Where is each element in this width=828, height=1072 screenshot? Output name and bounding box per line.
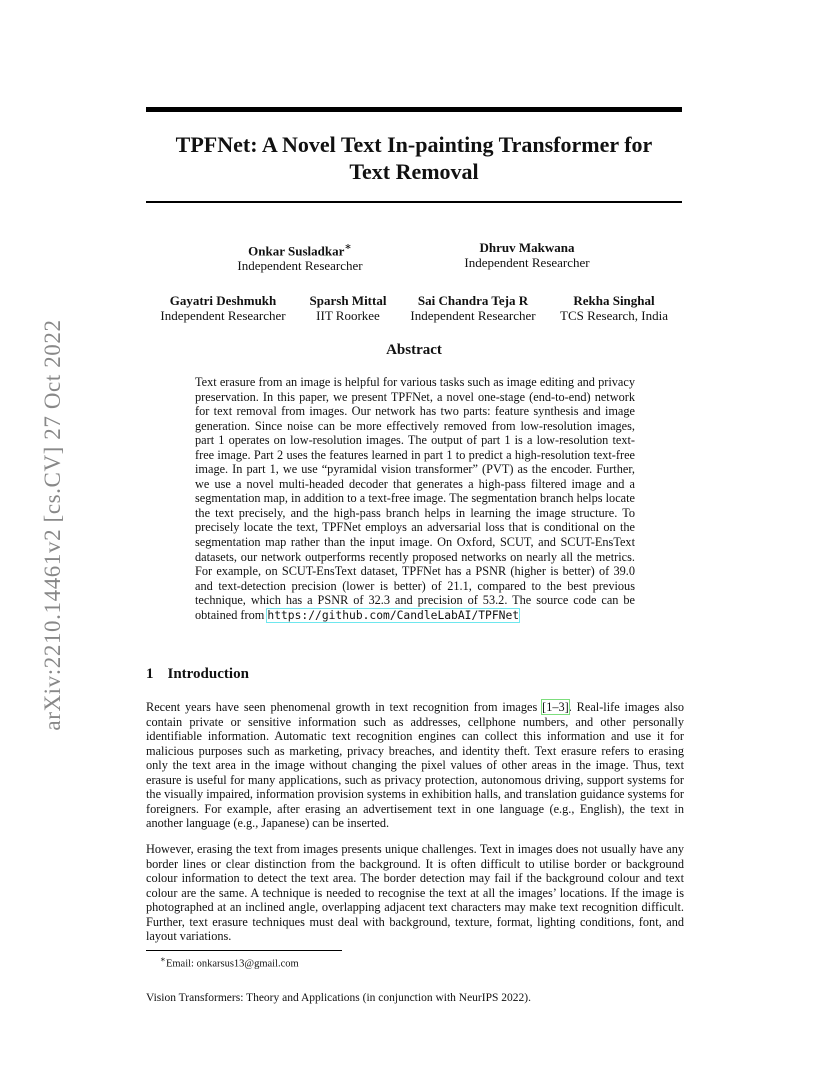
author-block	[447, 240, 607, 270]
author-affiliation: Independent Researcher	[237, 258, 363, 274]
abstract-body	[195, 375, 635, 623]
footnote	[160, 954, 299, 970]
venue-note: Vision Transformers: Theory and Applications (in conjunction with NeurIPS 2022).	[146, 992, 531, 1004]
author-name: Gayatri Deshmukh	[169, 293, 277, 308]
footnote-rule	[146, 950, 342, 951]
section-title: Introduction	[167, 666, 249, 682]
author-affiliation: IIT Roorkee	[316, 308, 380, 323]
intro-paragraph-1	[146, 700, 684, 831]
author-affiliation: Independent Researcher	[464, 255, 590, 270]
author-name: Sparsh Mittal	[309, 293, 387, 308]
author-affiliation: TCS Research, India	[560, 308, 668, 323]
author-name: Onkar Susladkar	[248, 243, 345, 259]
abstract-heading: Abstract	[386, 342, 442, 358]
paper-title	[146, 131, 682, 185]
author-block	[220, 240, 380, 273]
title-line-2: Text Removal	[349, 159, 479, 184]
author-block	[298, 293, 398, 323]
abstract-text: Text erasure from an image is helpful for various tasks such as image editing and privacy preservation. In this paper, we present TPFNet, a novel one-stage (end-to-end) network for text removal from images. Our network has two parts: feature synthesis and image generation. Since noise can be more effectively removed from low-resolution images, part 1 operates on low-resolution images. The output of part 1 is a low-resolution text-free image. Part 2 uses the features learned in part 1 to predict a high-resolution text-free image. In part 1, we use “pyramidal vision transformer” (PVT) as the encoder. Further, we use a novel multi-headed decoder that generates a high-pass filtered image and a segmentation map, in addition to a text-free image. The segmentation branch helps locate the text precisely, and the high-pass branch helps in learning the image structure. To precisely locate the text, TPFNet employs an adversarial loss that is conditional on the segmentation map rather than the input image. On Oxford, SCUT, and SCUT-EnsText datasets, our network outperforms recently proposed networks on nearly all the metrics. For example, on SCUT-EnsText dataset, TPFNet has a PSNR (higher is better) of 39.0 and text-detection precision (lower is better) of 21.1, compared to the best previous technique, which has a PSNR of 32.3 and precision of 53.2. The source code can be obtained from	[195, 375, 635, 622]
section-heading-introduction	[146, 666, 249, 683]
source-code-link[interactable]: https://github.com/CandleLabAI/TPFNet	[267, 608, 520, 622]
title-line-1: TPFNet: A Novel Text In-painting Transformer for	[175, 132, 653, 157]
title-bottom-rule	[146, 201, 682, 203]
arxiv-identifier: arXiv:2210.14461v2 [cs.CV] 27 Oct 2022	[40, 319, 65, 731]
title-top-rule	[146, 107, 682, 112]
author-name: Dhruv Makwana	[479, 240, 575, 255]
section-number: 1	[146, 666, 154, 682]
citation-link[interactable]: [1–3]	[542, 700, 569, 714]
footnote-text: Email: onkarsus13@gmail.com	[165, 958, 299, 970]
author-block	[551, 293, 677, 323]
paragraph-text: . Real-life images also contain private or sensitive information such as addresses, cellphone numbers, and other personally identifiable information. Automatic text recognition engines can collect this information and use it for malicious purposes such as marketing, privacy breaches, and identity theft. Text erasure refers to erasing only the text area in the image without changing the pixel values of other areas in the image. Thus, text erasure is useful for many applications, such as privacy protection, autonomous driving, support systems for the visually impaired, information provision systems in exhibition halls, and translation guidance systems for foreigners. For example, after erasing an advertisement text in one language (e.g., English), the text in another language (e.g., Japanese) can be inserted.	[146, 700, 685, 831]
footnote-mark: ∗	[160, 954, 166, 964]
intro-paragraph-2: However, erasing the text from images presents unique challenges. Text in images does not usually have any border lines or clear distinction from the background. It is often difficult to utilise border or background colour information to detect the text area. The border detection may fail if the background colour and text colour are the same. A technique is needed to recognise the text at all the images’ locations. If the image is photographed at an inclined angle, overlapping adjacent text characters may make text recognition difficult. Further, text erasure techniques must deal with background, texture, format, lighting conditions, font, and layout variations.	[146, 842, 684, 944]
author-footnote-mark: ∗	[344, 241, 352, 253]
author-name: Rekha Singhal	[573, 293, 655, 308]
author-block	[148, 293, 298, 323]
paragraph-text: Recent years have seen phenomenal growth in text recognition from images	[146, 700, 543, 714]
author-affiliation: Independent Researcher	[410, 308, 536, 323]
author-block	[398, 293, 548, 323]
author-name: Sai Chandra Teja R	[417, 293, 529, 308]
author-affiliation: Independent Researcher	[160, 308, 286, 323]
